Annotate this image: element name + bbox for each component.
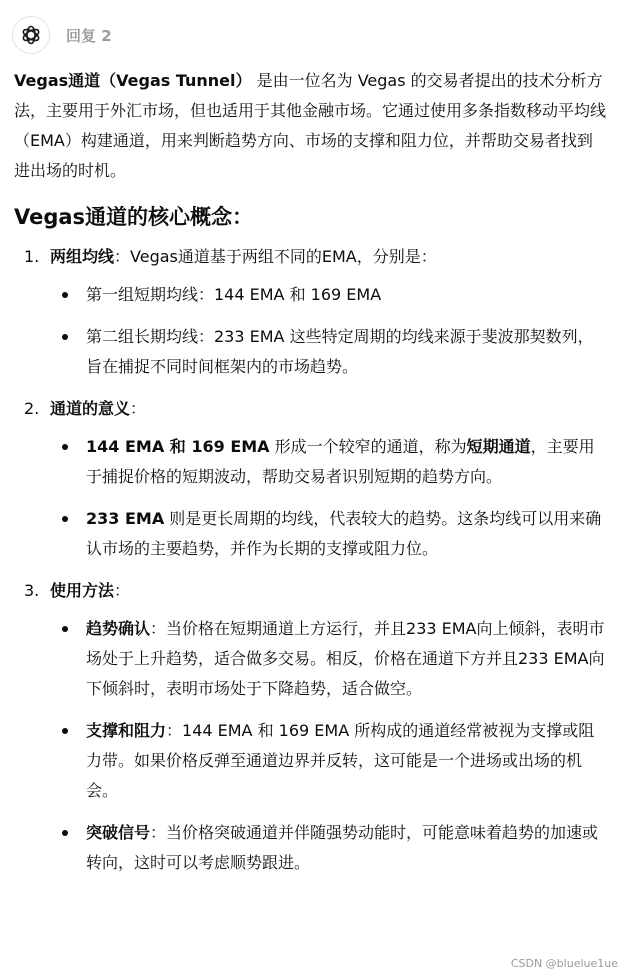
bullet-dot xyxy=(62,516,68,522)
concept-list xyxy=(14,242,606,878)
colon: ： xyxy=(114,581,131,600)
sub-item-text: 第一组短期均线：144 EMA 和 169 EMA xyxy=(86,285,382,304)
reply-header xyxy=(12,16,112,54)
sub-item-bold: 趋势确认 xyxy=(86,619,151,638)
watermark: CSDN @bluelue1ue xyxy=(510,957,618,970)
reply-label: 回复 2 xyxy=(66,26,112,45)
sub-list-item xyxy=(50,504,606,564)
sub-item-text: 第二组长期均线：233 EMA 这些特定周期的均线来源于斐波那契数列，旨在捕捉不同时间框架内的市场趋势。 xyxy=(86,327,594,376)
sub-list-item xyxy=(50,432,606,492)
sub-item-bold: 突破信号 xyxy=(86,823,151,842)
sub-list-item xyxy=(50,322,606,382)
sub-item-text: ：144 EMA 和 169 EMA 所构成的通道经常被视为支撑或阻力带。如果价格反弹至通道边界并反转，这可能是一个进场或出场的机会。 xyxy=(86,721,595,800)
list-number: 2. xyxy=(24,399,40,418)
bullet-dot xyxy=(62,292,68,298)
list-item-title: 两组均线 xyxy=(50,247,115,266)
colon: ： xyxy=(130,399,147,418)
intro-paragraph xyxy=(14,66,606,186)
sub-list xyxy=(50,280,606,382)
list-item-heading xyxy=(50,242,606,272)
sub-item-text: 形成一个较窄的通道，称为 xyxy=(269,437,467,456)
list-item xyxy=(14,576,606,878)
sub-item-text: ：当价格突破通道并伴随强势动能时，可能意味着趋势的加速或转向，这时可以考虑顺势跟进。 xyxy=(86,823,599,872)
bullet-dot xyxy=(62,728,68,734)
bullet-dot xyxy=(62,444,68,450)
sub-item-bold: 支撑和阻力 xyxy=(86,721,167,740)
sub-list-item xyxy=(50,614,606,704)
list-number: 1. xyxy=(24,247,40,266)
list-item-heading xyxy=(50,394,606,424)
list-item-heading xyxy=(50,576,606,606)
bullet-dot xyxy=(62,830,68,836)
sub-list xyxy=(50,614,606,878)
bullet-dot xyxy=(62,334,68,340)
chatgpt-logo-icon xyxy=(12,16,50,54)
colon: ： xyxy=(114,247,131,266)
sub-item-text: ，主要用于捕捉价格的短期波动，帮助交易者识别短期的趋势方向。 xyxy=(86,437,595,486)
sub-item-bold: 短期通道 xyxy=(466,437,531,456)
sub-item-bold: 233 EMA xyxy=(86,509,165,528)
sub-item-text: 则是更长周期的均线，代表较大的趋势。这条均线可以用来确认市场的主要趋势，并作为长期的支撑或阻力位。 xyxy=(86,509,602,558)
list-item-desc: Vegas通道基于两组不同的EMA，分别是： xyxy=(130,247,437,266)
sub-list-item xyxy=(50,818,606,878)
sub-list xyxy=(50,432,606,564)
list-item-title: 使用方法 xyxy=(50,581,115,600)
message-content xyxy=(14,66,606,890)
bullet-dot xyxy=(62,626,68,632)
sub-item-text: ：当价格在短期通道上方运行，并且233 EMA向上倾斜，表明市场处于上升趋势，适合做多交易。相反，价格在通道下方并且233 EMA向下倾斜时，表明市场处于下降趋势，适合做空。 xyxy=(86,619,605,698)
intro-term: Vegas通道（Vegas Tunnel） xyxy=(14,71,252,90)
sub-list-item xyxy=(50,716,606,806)
list-item xyxy=(14,242,606,382)
list-number: 3. xyxy=(24,581,40,600)
sub-list-item xyxy=(50,280,606,310)
list-item xyxy=(14,394,606,564)
list-item-title: 通道的意义 xyxy=(50,399,131,418)
intro-text: 是由一位名为 Vegas 的交易者提出的技术分析方法，主要用于外汇市场，但也适用于其他金融市场。它通过使用多条指数移动平均线（EMA）构建通道，用来判断趋势方向、市场的支撑和阻力位，并帮助交易者找到进出场的时机。 xyxy=(14,71,607,180)
section-title: Vegas通道的核心概念： xyxy=(14,205,254,229)
sub-item-bold: 144 EMA 和 169 EMA xyxy=(86,437,270,456)
